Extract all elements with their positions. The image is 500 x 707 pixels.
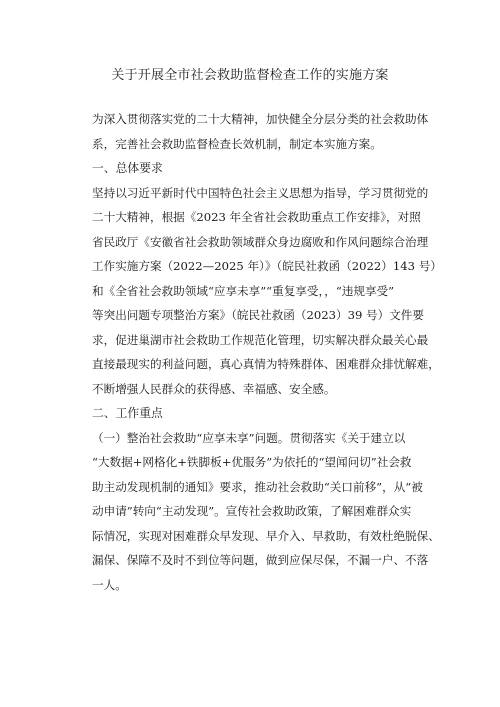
paragraph-line: 动申请”转向“主动发现”。宣传社会救助政策，了解困难群众实 bbox=[92, 504, 412, 518]
paragraph-line: 省民政厅《安徽省社会救助领域群众身边腐败和作风问题综合治理 bbox=[92, 235, 429, 249]
paragraph-line: 直接最现实的利益问题，真心真情为特殊群体、困难群众排忧解难， bbox=[92, 357, 440, 371]
paragraph-line: 系，完善社会救助监督检查长效机制，制定本实施方案。 bbox=[92, 137, 382, 151]
document-title: 关于开展全市社会救助监督检查工作的实施方案 bbox=[111, 68, 389, 83]
paragraph-line: 不断增强人民群众的获得感、幸福感、安全感。 bbox=[92, 382, 336, 396]
paragraph-line: 际情况，实现对困难群众早发现、早介入、早救助，有效杜绝脱保、 bbox=[92, 529, 440, 543]
section-heading-work-focus: 二、工作重点 bbox=[92, 406, 163, 420]
paragraph-line: 漏保、保障不及时不到位等问题，做到应保尽保，不漏一户、不落 bbox=[92, 553, 429, 567]
paragraph-line: 求，促进巢湖市社会救助工作规范化管理，切实解决群众最关心最 bbox=[92, 333, 429, 347]
section-heading-overall-requirements: 一、总体要求 bbox=[92, 161, 163, 175]
paragraph-line: 二十大精神，根据《2023 年全省社会救助重点工作安排》，对照 bbox=[92, 210, 421, 224]
paragraph-line: 等突出问题专项整治方案》（皖民社救函（2023）39 号）文件要 bbox=[92, 308, 424, 322]
paragraph-line: （一）整治社会救助“应享未享”问题。贯彻落实《关于建立以 bbox=[92, 431, 406, 445]
paragraph-line: 和《全省社会救助领域“应享未享”“重复享受，，“违规享受” bbox=[92, 284, 395, 298]
paragraph-line: 坚持以习近平新时代中国特色社会主义思想为指导，学习贯彻党的 bbox=[92, 186, 429, 200]
paragraph-line: 助主动发现机制的通知》要求，推动社会救助“关口前移”，从“被 bbox=[92, 480, 423, 494]
paragraph-line: 为深入贯彻落实党的二十大精神，加快健全分层分类的社会救助体 bbox=[92, 112, 429, 126]
paragraph-line: 工作实施方案（2022—2025 年）》（皖民社救函（2022）143 号） bbox=[92, 259, 442, 273]
paragraph-line: “大数据+网格化+铁脚板+优服务”为依托的“望闻问切”社会救 bbox=[92, 455, 412, 469]
paragraph-line: 一人。 bbox=[92, 578, 127, 592]
